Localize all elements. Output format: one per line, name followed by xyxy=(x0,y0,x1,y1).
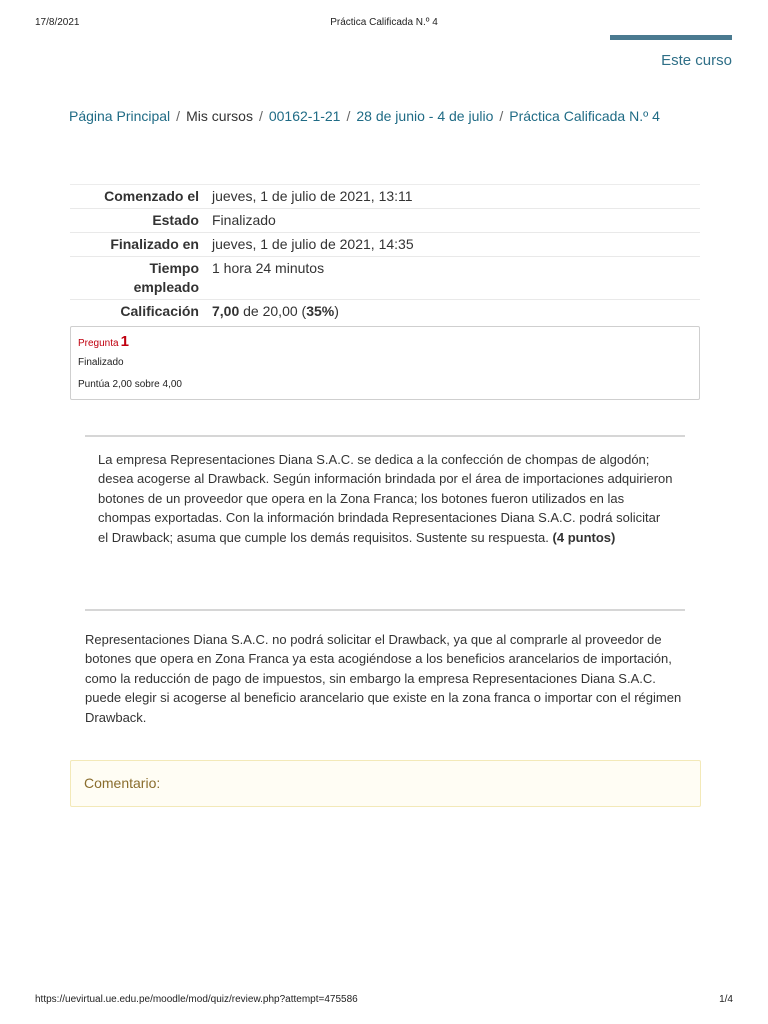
summary-value: jueves, 1 de julio de 2021, 14:35 xyxy=(212,233,700,257)
grade-of: de 20,00 ( xyxy=(243,303,307,319)
comment-label: Comentario: xyxy=(84,775,161,791)
breadcrumb-week[interactable]: 28 de junio - 4 de julio xyxy=(356,108,494,124)
breadcrumb-my-courses: Mis cursos xyxy=(186,108,253,124)
summary-row-started xyxy=(70,185,700,209)
question-info-box xyxy=(70,326,700,400)
breadcrumb-home[interactable]: Página Principal xyxy=(69,108,171,124)
question-text xyxy=(98,450,673,547)
question-state: Finalizado xyxy=(78,357,124,368)
grade-percent: 35% xyxy=(306,303,335,319)
summary-row-grade xyxy=(70,300,700,324)
time-label-line2: empleado xyxy=(133,279,199,295)
print-url: https://uevirtual.ue.edu.pe/moodle/mod/quiz/review.php?attempt=475586 xyxy=(35,994,358,1005)
course-nav-bar xyxy=(610,35,732,40)
question-points: (4 puntos) xyxy=(552,529,616,545)
summary-label xyxy=(70,257,212,300)
time-label-line1: Tiempo xyxy=(149,260,199,276)
answer-text: Representaciones Diana S.A.C. no podrá solicitar el Drawback, ya que al comprarle al proveedor de botones que opera en Zona Franca ya esta acogiéndose a los beneficios arancelarios de importación, como la reducción de pago de impuestos, sin embargo la empresa Representaciones Diana S.A.C. puede elegir si acogerse al beneficio arancelario que existe en la zona franca o importar con el régimen Drawback. xyxy=(85,632,682,725)
summary-value: 1 hora 24 minutos xyxy=(212,257,700,300)
summary-label: Estado xyxy=(70,209,212,233)
breadcrumb-separator: / xyxy=(176,108,181,124)
breadcrumb-separator: / xyxy=(499,108,504,124)
summary-value: Finalizado xyxy=(212,209,700,233)
summary-label: Finalizado en xyxy=(70,233,212,257)
grade-close: ) xyxy=(334,303,339,319)
summary-row-time xyxy=(70,257,700,300)
breadcrumb xyxy=(69,108,660,124)
print-title: Práctica Calificada N.º 4 xyxy=(330,17,438,28)
question-grade: Puntúa 2,00 sobre 4,00 xyxy=(78,379,182,390)
question-body: La empresa Representaciones Diana S.A.C. se dedica a la confección de chompas de algodón; desea acogerse al Drawback. Según información brindada por el área de importaciones adquirieron botones de un proveedor que opera en la Zona Franca; los botones fueron utilizados en las chompas exportadas. Con la información brindada Representaciones Diana S.A.C. podrá solicitar el Drawback; asuma que cumple los demás requisitos. Sustente su respuesta. xyxy=(98,452,673,545)
breadcrumb-quiz[interactable]: Práctica Calificada N.º 4 xyxy=(509,108,660,124)
summary-value: jueves, 1 de julio de 2021, 13:11 xyxy=(212,185,700,209)
print-date: 17/8/2021 xyxy=(35,17,80,28)
summary-row-finished xyxy=(70,233,700,257)
course-nav xyxy=(610,35,732,69)
comment-box xyxy=(70,760,701,807)
print-footer xyxy=(0,994,768,1008)
this-course-link[interactable]: Este curso xyxy=(661,52,732,69)
grade-score: 7,00 xyxy=(212,303,240,319)
divider xyxy=(85,435,685,437)
question-prefix: Pregunta xyxy=(78,338,119,349)
summary-row-state xyxy=(70,209,700,233)
breadcrumb-separator: / xyxy=(258,108,263,124)
summary-grade-value xyxy=(212,300,700,324)
summary-label: Comenzado el xyxy=(70,185,212,209)
summary-label: Calificación xyxy=(70,300,212,324)
question-heading xyxy=(78,333,129,350)
breadcrumb-separator: / xyxy=(346,108,351,124)
attempt-summary-table xyxy=(70,184,700,323)
print-header xyxy=(0,17,768,31)
breadcrumb-course[interactable]: 00162-1-21 xyxy=(268,108,341,124)
divider xyxy=(85,609,685,611)
print-page-number: 1/4 xyxy=(719,994,733,1005)
question-number: 1 xyxy=(120,333,129,350)
